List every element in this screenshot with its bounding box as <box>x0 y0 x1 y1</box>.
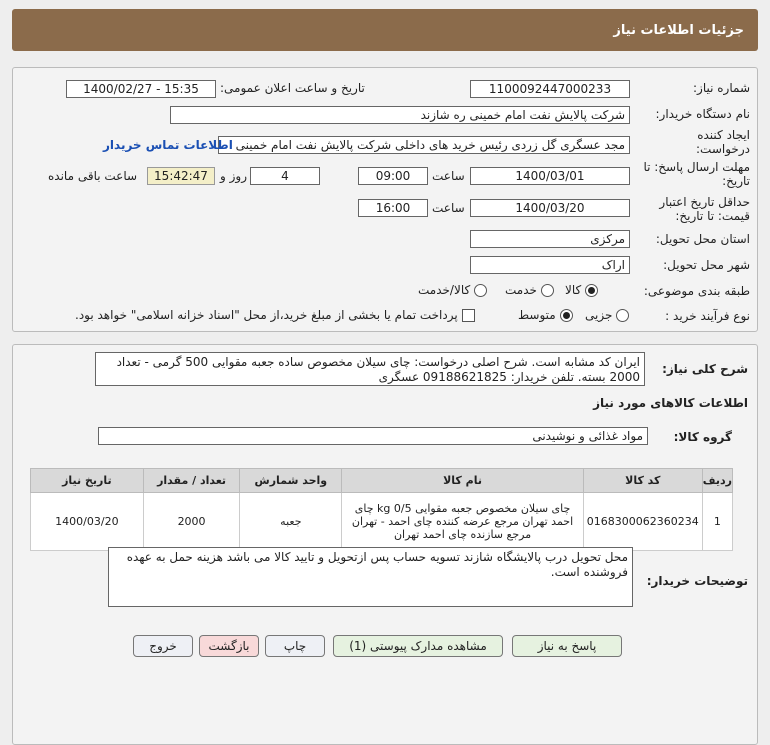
radio-icon[interactable] <box>541 284 554 297</box>
reply-time-label: ساعت <box>432 169 465 183</box>
goods-group-label: گروه کالا: <box>673 430 732 444</box>
col-unit: واحد شمارش <box>240 469 342 493</box>
cell-date: 1400/03/20 <box>31 493 144 551</box>
validity-time-label: ساعت <box>432 201 465 215</box>
creator-field: مجد عسگری گل زردی رئیس خرید های داخلی شرکت پالایش نفت امام خمینی <box>218 136 630 154</box>
days-field: 4 <box>250 167 320 185</box>
contact-info-link[interactable]: اطلاعات تماس خریدار <box>103 138 233 152</box>
back-button[interactable]: بازگشت <box>199 635 259 657</box>
buyer-notes-text: محل تحویل درب پالایشگاه شازند تسویه حساب پس ازتحویل و تایید کالا می باشد هزینه حمل به عهده فروشنده است. <box>108 547 633 607</box>
cell-index: 1 <box>702 493 732 551</box>
exit-button[interactable]: خروج <box>133 635 193 657</box>
table-header-row <box>31 469 733 493</box>
creator-label: ایجاد کننده درخواست: <box>696 128 750 156</box>
days-label: روز و <box>220 169 247 183</box>
announce-field: 1400/02/27 - 15:35 <box>66 80 216 98</box>
summary-text: ایران کد مشابه است. شرح اصلی درخواست: چای سیلان مخصوص ساده جعبه مقوایی 500 گرمی - تعداد 2000 بسته. تلفن خریدار: 09188621825 عسگری <box>95 352 645 386</box>
col-date: تاریخ نیاز <box>31 469 144 493</box>
reply-button[interactable]: پاسخ به نیاز <box>512 635 622 657</box>
category-label: طبقه بندی موضوعی: <box>643 284 750 298</box>
province-label: استان محل تحویل: <box>655 232 750 246</box>
print-button[interactable]: چاپ <box>265 635 325 657</box>
summary-label: شرح کلی نیاز: <box>662 362 748 376</box>
radio-icon[interactable] <box>616 309 629 322</box>
reply-time-field: 09:00 <box>358 167 428 185</box>
announce-label: تاریخ و ساعت اعلان عمومی: <box>220 81 365 95</box>
radio-selected-icon[interactable] <box>560 309 573 322</box>
goods-group-field: مواد غذائی و نوشیدنی <box>98 427 648 445</box>
table-row <box>31 493 733 551</box>
radio-icon[interactable] <box>474 284 487 297</box>
validity-date-field: 1400/03/20 <box>470 199 630 217</box>
buyer-org-field: شرکت پالایش نفت امام خمینی ره شازند <box>170 106 630 124</box>
province-field: مرکزی <box>470 230 630 248</box>
cell-code: 0168300062360234 <box>583 493 702 551</box>
col-index: ردیف <box>702 469 732 493</box>
category-option-service[interactable]: خدمت <box>505 283 554 297</box>
remaining-time-field: 15:42:47 <box>147 167 215 185</box>
remaining-label: ساعت باقی مانده <box>48 169 138 183</box>
reply-deadline-label: مهلت ارسال پاسخ: تا تاریخ: <box>643 160 750 188</box>
city-label: شهر محل تحویل: <box>663 258 750 272</box>
col-code: کد کالا <box>583 469 702 493</box>
treasury-payment-option[interactable]: پرداخت تمام یا بخشی از مبلغ خرید،از محل "اسناد خزانه اسلامی" خواهد بود. <box>75 308 475 322</box>
buyer-notes-label: توضیحات خریدار: <box>646 574 748 588</box>
validity-time-field: 16:00 <box>358 199 428 217</box>
reply-date-field: 1400/03/01 <box>470 167 630 185</box>
city-field: اراک <box>470 256 630 274</box>
need-number-label: شماره نیاز: <box>693 81 750 95</box>
buyer-org-label: نام دستگاه خریدار: <box>655 107 750 121</box>
cell-unit: جعبه <box>240 493 342 551</box>
items-table <box>30 468 733 551</box>
page-title: جزئیات اطلاعات نیاز <box>613 22 744 38</box>
cell-name: چای سیلان مخصوص جعبه مقوایی 0/5 kg چای احمد تهران مرجع عرضه کننده چای احمد - تهران مرجع سازنده چای احمد تهران <box>342 493 584 551</box>
cell-qty: 2000 <box>143 493 240 551</box>
process-option-minor[interactable]: جزیی <box>585 308 629 322</box>
need-number-field: 1100092447000233 <box>470 80 630 98</box>
col-name: نام کالا <box>342 469 584 493</box>
attachments-button[interactable]: مشاهده مدارک پیوستی (1) <box>333 635 503 657</box>
category-option-goods-service[interactable]: کالا/خدمت <box>418 283 487 297</box>
process-option-medium[interactable]: متوسط <box>518 308 573 322</box>
process-label: نوع فرآیند خرید : <box>665 309 750 323</box>
page-header <box>12 9 758 51</box>
category-option-goods[interactable]: کالا <box>565 283 598 297</box>
col-qty: تعداد / مقدار <box>143 469 240 493</box>
goods-section-title: اطلاعات کالاهای مورد نیاز <box>593 396 748 410</box>
radio-selected-icon[interactable] <box>585 284 598 297</box>
validity-label: حداقل تاریخ اعتبار قیمت: تا تاریخ: <box>659 195 750 223</box>
checkbox-icon[interactable] <box>462 309 475 322</box>
